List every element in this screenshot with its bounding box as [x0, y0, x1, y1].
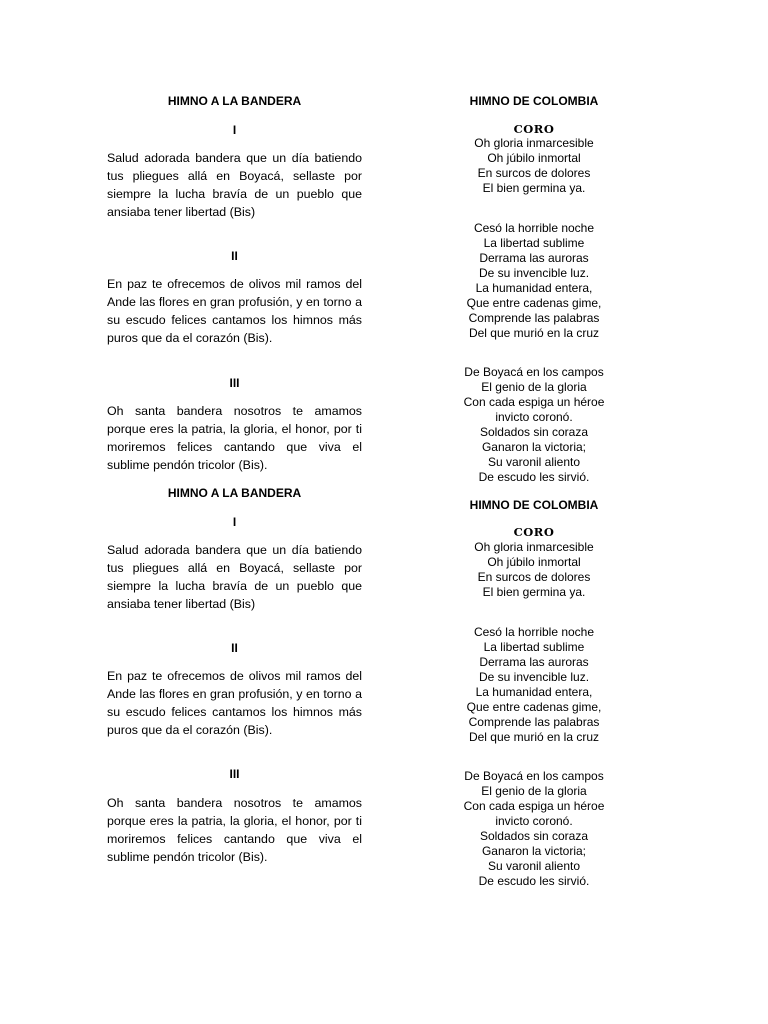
verse-line: Su varonil aliento: [487, 859, 581, 873]
stanza-1: [434, 625, 634, 745]
verse-text: Oh santa bandera nosotros te amamos porque eres la patria, la gloria, el honor, por ti moriremos felices cantando que viva el sublime pendón tricolor (Bis).: [107, 796, 362, 864]
verse-line: Ganaron la victoria;: [481, 844, 587, 858]
verse-line: Soldados sin coraza: [479, 829, 589, 843]
verse-line: Ganaron la victoria;: [481, 440, 587, 454]
verse-line: La humanidad entera,: [475, 685, 593, 699]
verse-line: Oh júbilo inmortal: [487, 151, 581, 165]
stanza-2: [434, 769, 634, 889]
verse-line: De su invencible luz.: [478, 266, 590, 280]
colombia-title: HIMNO DE COLOMBIA: [469, 94, 599, 108]
verse-numeral: III: [229, 767, 240, 781]
verse-line: El bien germina ya.: [482, 181, 586, 195]
verse-numeral: II: [231, 249, 238, 263]
verse-line: Oh gloria inmarcesible: [474, 136, 594, 150]
verse-line: invicto coronó.: [495, 410, 573, 424]
verse-numeral: I: [232, 515, 237, 529]
verse-line: La libertad sublime: [483, 640, 585, 654]
verse-line: En surcos de dolores: [477, 570, 591, 584]
verse-numeral: II: [231, 641, 238, 655]
verse-line: De su invencible luz.: [478, 670, 590, 684]
coro-label: CORO: [513, 525, 555, 539]
verse-text: En paz te ofrecemos de olivos mil ramos del Ande las flores en gran profusión, y en torno a su escudo felices cantamos los himnos más puros que da el corazón (Bis).: [107, 277, 362, 345]
verse-line: Que entre cadenas gime,: [466, 700, 602, 714]
verse-line: Su varonil aliento: [487, 455, 581, 469]
verse-line: El genio de la gloria: [481, 380, 587, 394]
verse-line: Oh júbilo inmortal: [487, 555, 581, 569]
verse-text: En paz te ofrecemos de olivos mil ramos del Ande las flores en gran profusión, y en torno a su escudo felices cantamos los himnos más puros que da el corazón (Bis).: [107, 669, 362, 737]
verse-line: Del que murió en la cruz: [468, 730, 600, 744]
verse-line: Del que murió en la cruz: [468, 326, 600, 340]
bandera-title: HIMNO A LA BANDERA: [167, 94, 302, 108]
verse-text: Salud adorada bandera que un día batiendo tus pliegues allá en Boyacá, sellaste por siempre la lucha bravía de un pueblo que ansiaba tener libertad (Bis): [107, 543, 362, 611]
verse-line: Comprende las palabras: [468, 311, 600, 325]
verse-line: Con cada espiga un héroe: [463, 799, 605, 813]
coro-label: CORO: [513, 122, 555, 136]
verse-numeral: III: [229, 376, 240, 390]
verse-line: De escudo les sirvió.: [478, 874, 590, 888]
verse-line: Soldados sin coraza: [479, 425, 589, 439]
bandera-anthem-copy-2: [107, 0, 362, 880]
verse-line: Comprende las palabras: [468, 715, 600, 729]
bandera-title: HIMNO A LA BANDERA: [167, 486, 302, 500]
colombia-anthem-copy-2: [434, 0, 634, 900]
verse-line: Oh gloria inmarcesible: [474, 540, 594, 554]
verse-line: invicto coronó.: [495, 814, 573, 828]
verse-line: De Boyacá en los campos: [464, 365, 604, 379]
verse-line: Cesó la horrible noche: [473, 221, 595, 235]
verse-numeral: I: [232, 123, 237, 137]
verse-line: Cesó la horrible noche: [473, 625, 595, 639]
verse-line: Derrama las auroras: [479, 251, 589, 265]
colombia-title: HIMNO DE COLOMBIA: [469, 498, 599, 512]
verse-line: Con cada espiga un héroe: [463, 395, 605, 409]
verse-line: Que entre cadenas gime,: [466, 296, 602, 310]
verse-text: Salud adorada bandera que un día batiendo tus pliegues allá en Boyacá, sellaste por siempre la lucha bravía de un pueblo que ansiaba tener libertad (Bis): [107, 151, 362, 219]
verse-line: El genio de la gloria: [481, 784, 587, 798]
verse-line: El bien germina ya.: [482, 585, 586, 599]
verse-line: De Boyacá en los campos: [464, 769, 604, 783]
verse-line: De escudo les sirvió.: [478, 470, 590, 484]
coro-stanza: [434, 540, 634, 600]
verse-line: Derrama las auroras: [479, 655, 589, 669]
verse-line: La humanidad entera,: [475, 281, 593, 295]
verse-line: La libertad sublime: [483, 236, 585, 250]
verse-text: Oh santa bandera nosotros te amamos porque eres la patria, la gloria, el honor, por ti moriremos felices cantando que viva el sublime pendón tricolor (Bis).: [107, 404, 362, 472]
verse-line: En surcos de dolores: [477, 166, 591, 180]
